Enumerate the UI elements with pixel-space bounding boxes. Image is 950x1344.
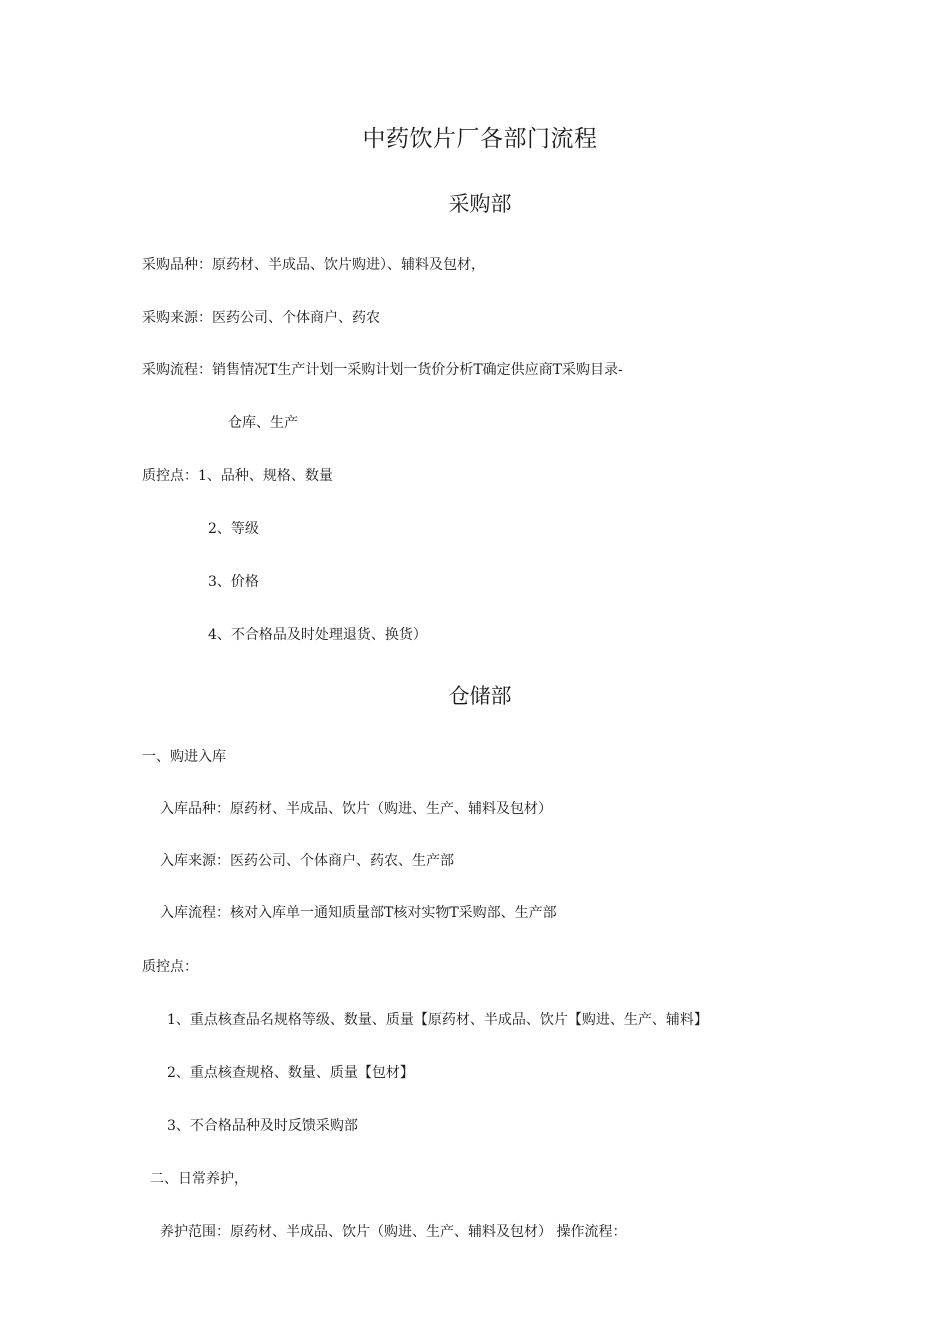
purchasing-process-continued: 仓库、生产: [228, 415, 298, 431]
warehouse-qc-item: 3、不合格品种及时反馈采购部: [167, 1118, 358, 1134]
warehouse-section2-title: 二、日常养护，: [150, 1171, 248, 1187]
warehouse-maintenance-scope: 养护范围：原药材、半成品、饮片（购进、生产、辅料及包材） 操作流程：: [160, 1224, 627, 1240]
purchasing-qc-label: 质控点：1、品种、规格、数量: [142, 468, 333, 484]
warehouse-heading: 仓储部: [448, 684, 512, 708]
warehouse-section1-title: 一、购进入库: [142, 749, 226, 765]
purchasing-qc-item: 4、不合格品及时处理退货、换货）: [208, 627, 427, 643]
purchasing-sources: 采购来源：医药公司、个体商户、药农: [142, 310, 380, 326]
warehouse-inbound-sources: 入库来源：医药公司、个体商户、药农、生产部: [160, 853, 454, 869]
warehouse-qc-label: 质控点：: [142, 959, 198, 975]
purchasing-qc-item: 3、价格: [208, 574, 259, 590]
purchasing-qc-item: 2、等级: [208, 521, 259, 537]
warehouse-qc-item: 1、重点核查品名规格等级、数量、质量【原药材、半成品、饮片【购进、生产、辅料】: [167, 1012, 708, 1028]
purchasing-process: 采购流程：销售情况T生产计划一采购计划一货价分析T确定供应商T采购目录-: [142, 362, 623, 378]
purchasing-heading: 采购部: [448, 192, 512, 216]
purchasing-varieties: 采购品种：原药材、半成品、饮片购进）、辅料及包材，: [142, 257, 485, 273]
document-title: 中药饮片厂各部门流程: [362, 126, 598, 152]
warehouse-inbound-varieties: 入库品种：原药材、半成品、饮片（购进、生产、辅料及包材）: [160, 801, 552, 817]
warehouse-qc-item: 2、重点核查规格、数量、质量【包材】: [167, 1065, 414, 1081]
warehouse-inbound-process: 入库流程：核对入库单一通知质量部T核对实物T采购部、生产部: [160, 905, 557, 921]
